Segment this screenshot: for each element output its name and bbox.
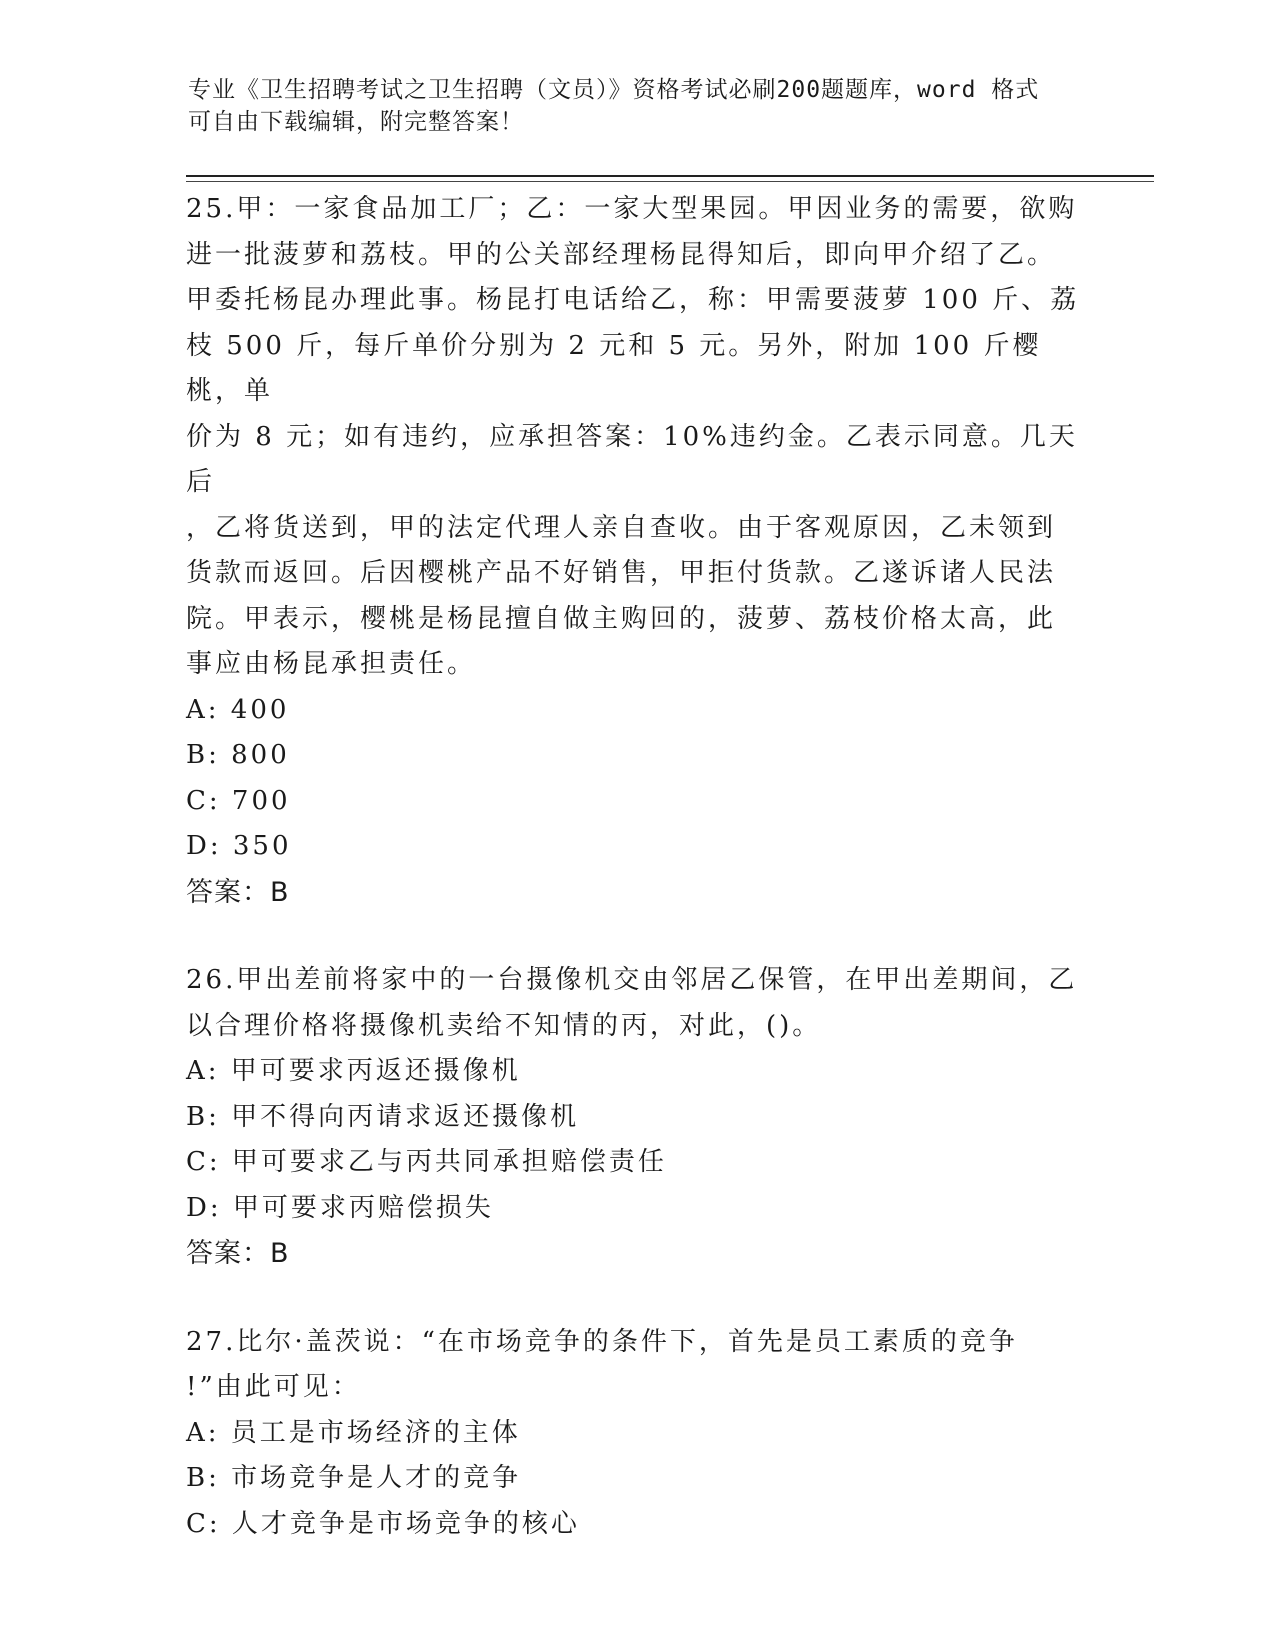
stem-line: 26.甲出差前将家中的一台摄像机交由邻居乙保管，在甲出差期间，乙	[186, 965, 1078, 995]
stem-line: 27.比尔·盖茨说：“在市场竞争的条件下，首先是员工素质的竞争	[186, 1326, 1018, 1357]
option-b: B: 市场竞争是人才的竞争	[186, 1463, 522, 1493]
stem-line: 事应由杨昆承担责任。	[186, 649, 477, 679]
question-stem	[186, 1320, 1086, 1411]
question-spacer	[186, 1277, 1086, 1320]
answer-line: 答案：B	[186, 876, 290, 908]
question-spacer	[186, 915, 1086, 958]
option-b: B: 800	[186, 740, 290, 770]
stem-line: 价为 8 元；如有违约，应承担答案：10%违约金。乙表示同意。几天后	[186, 421, 1078, 497]
option-c: C: 人才竞争是市场竞争的核心	[186, 1508, 580, 1539]
option-a: A: 400	[186, 694, 290, 725]
question-stem	[186, 958, 1086, 1049]
stem-line: 院。甲表示，樱桃是杨昆擅自做主购回的，菠萝、荔枝价格太高，此	[186, 603, 1057, 634]
stem-line: !”由此可见：	[186, 1372, 361, 1402]
document-header	[188, 74, 1068, 138]
option-a: A: 甲可要求丙返还摄像机	[186, 1056, 521, 1086]
header-title-line-1: 专业《卫生招聘考试之卫生招聘（文员）》资格考试必刷200题题库，word 格式	[188, 77, 1040, 103]
option-a: A: 员工是市场经济的主体	[186, 1417, 521, 1448]
option-c: C: 700	[186, 785, 291, 816]
stem-line: 甲委托杨昆办理此事。杨昆打电话给乙，称：甲需要菠萝 100 斤、荔	[186, 285, 1080, 315]
question-25	[186, 187, 1086, 915]
question-26	[186, 958, 1086, 1277]
option-c: C: 甲可要求乙与丙共同承担赔偿责任	[186, 1147, 667, 1177]
question-list	[186, 187, 1086, 1547]
option-d: D: 甲可要求丙赔偿损失	[186, 1192, 494, 1223]
stem-line: ，乙将货送到，甲的法定代理人亲自查收。由于客观原因，乙未领到	[186, 512, 1057, 543]
stem-line: 25.甲：一家食品加工厂；乙：一家大型果园。甲因业务的需要，欲购	[186, 194, 1078, 224]
stem-line: 货款而返回。后因樱桃产品不好销售，甲拒付货款。乙遂诉诸人民法	[186, 558, 1057, 588]
header-divider-thick	[186, 175, 1154, 177]
answer-line: 答案：B	[186, 1238, 290, 1269]
option-d: D: 350	[186, 831, 292, 861]
question-stem	[186, 187, 1086, 688]
option-b: B: 甲不得向丙请求返还摄像机	[186, 1101, 580, 1132]
stem-line: 枝 500 斤，每斤单价分别为 2 元和 5 元。另外，附加 100 斤樱桃，单	[186, 330, 1042, 406]
stem-line: 以合理价格将摄像机卖给不知情的丙，对此，()。	[186, 1010, 822, 1041]
header-title-line-2: 可自由下载编辑，附完整答案！	[188, 109, 524, 135]
question-27	[186, 1320, 1086, 1548]
header-divider-thin	[186, 181, 1154, 182]
stem-line: 进一批菠萝和荔枝。甲的公关部经理杨昆得知后，即向甲介绍了乙。	[186, 239, 1057, 270]
